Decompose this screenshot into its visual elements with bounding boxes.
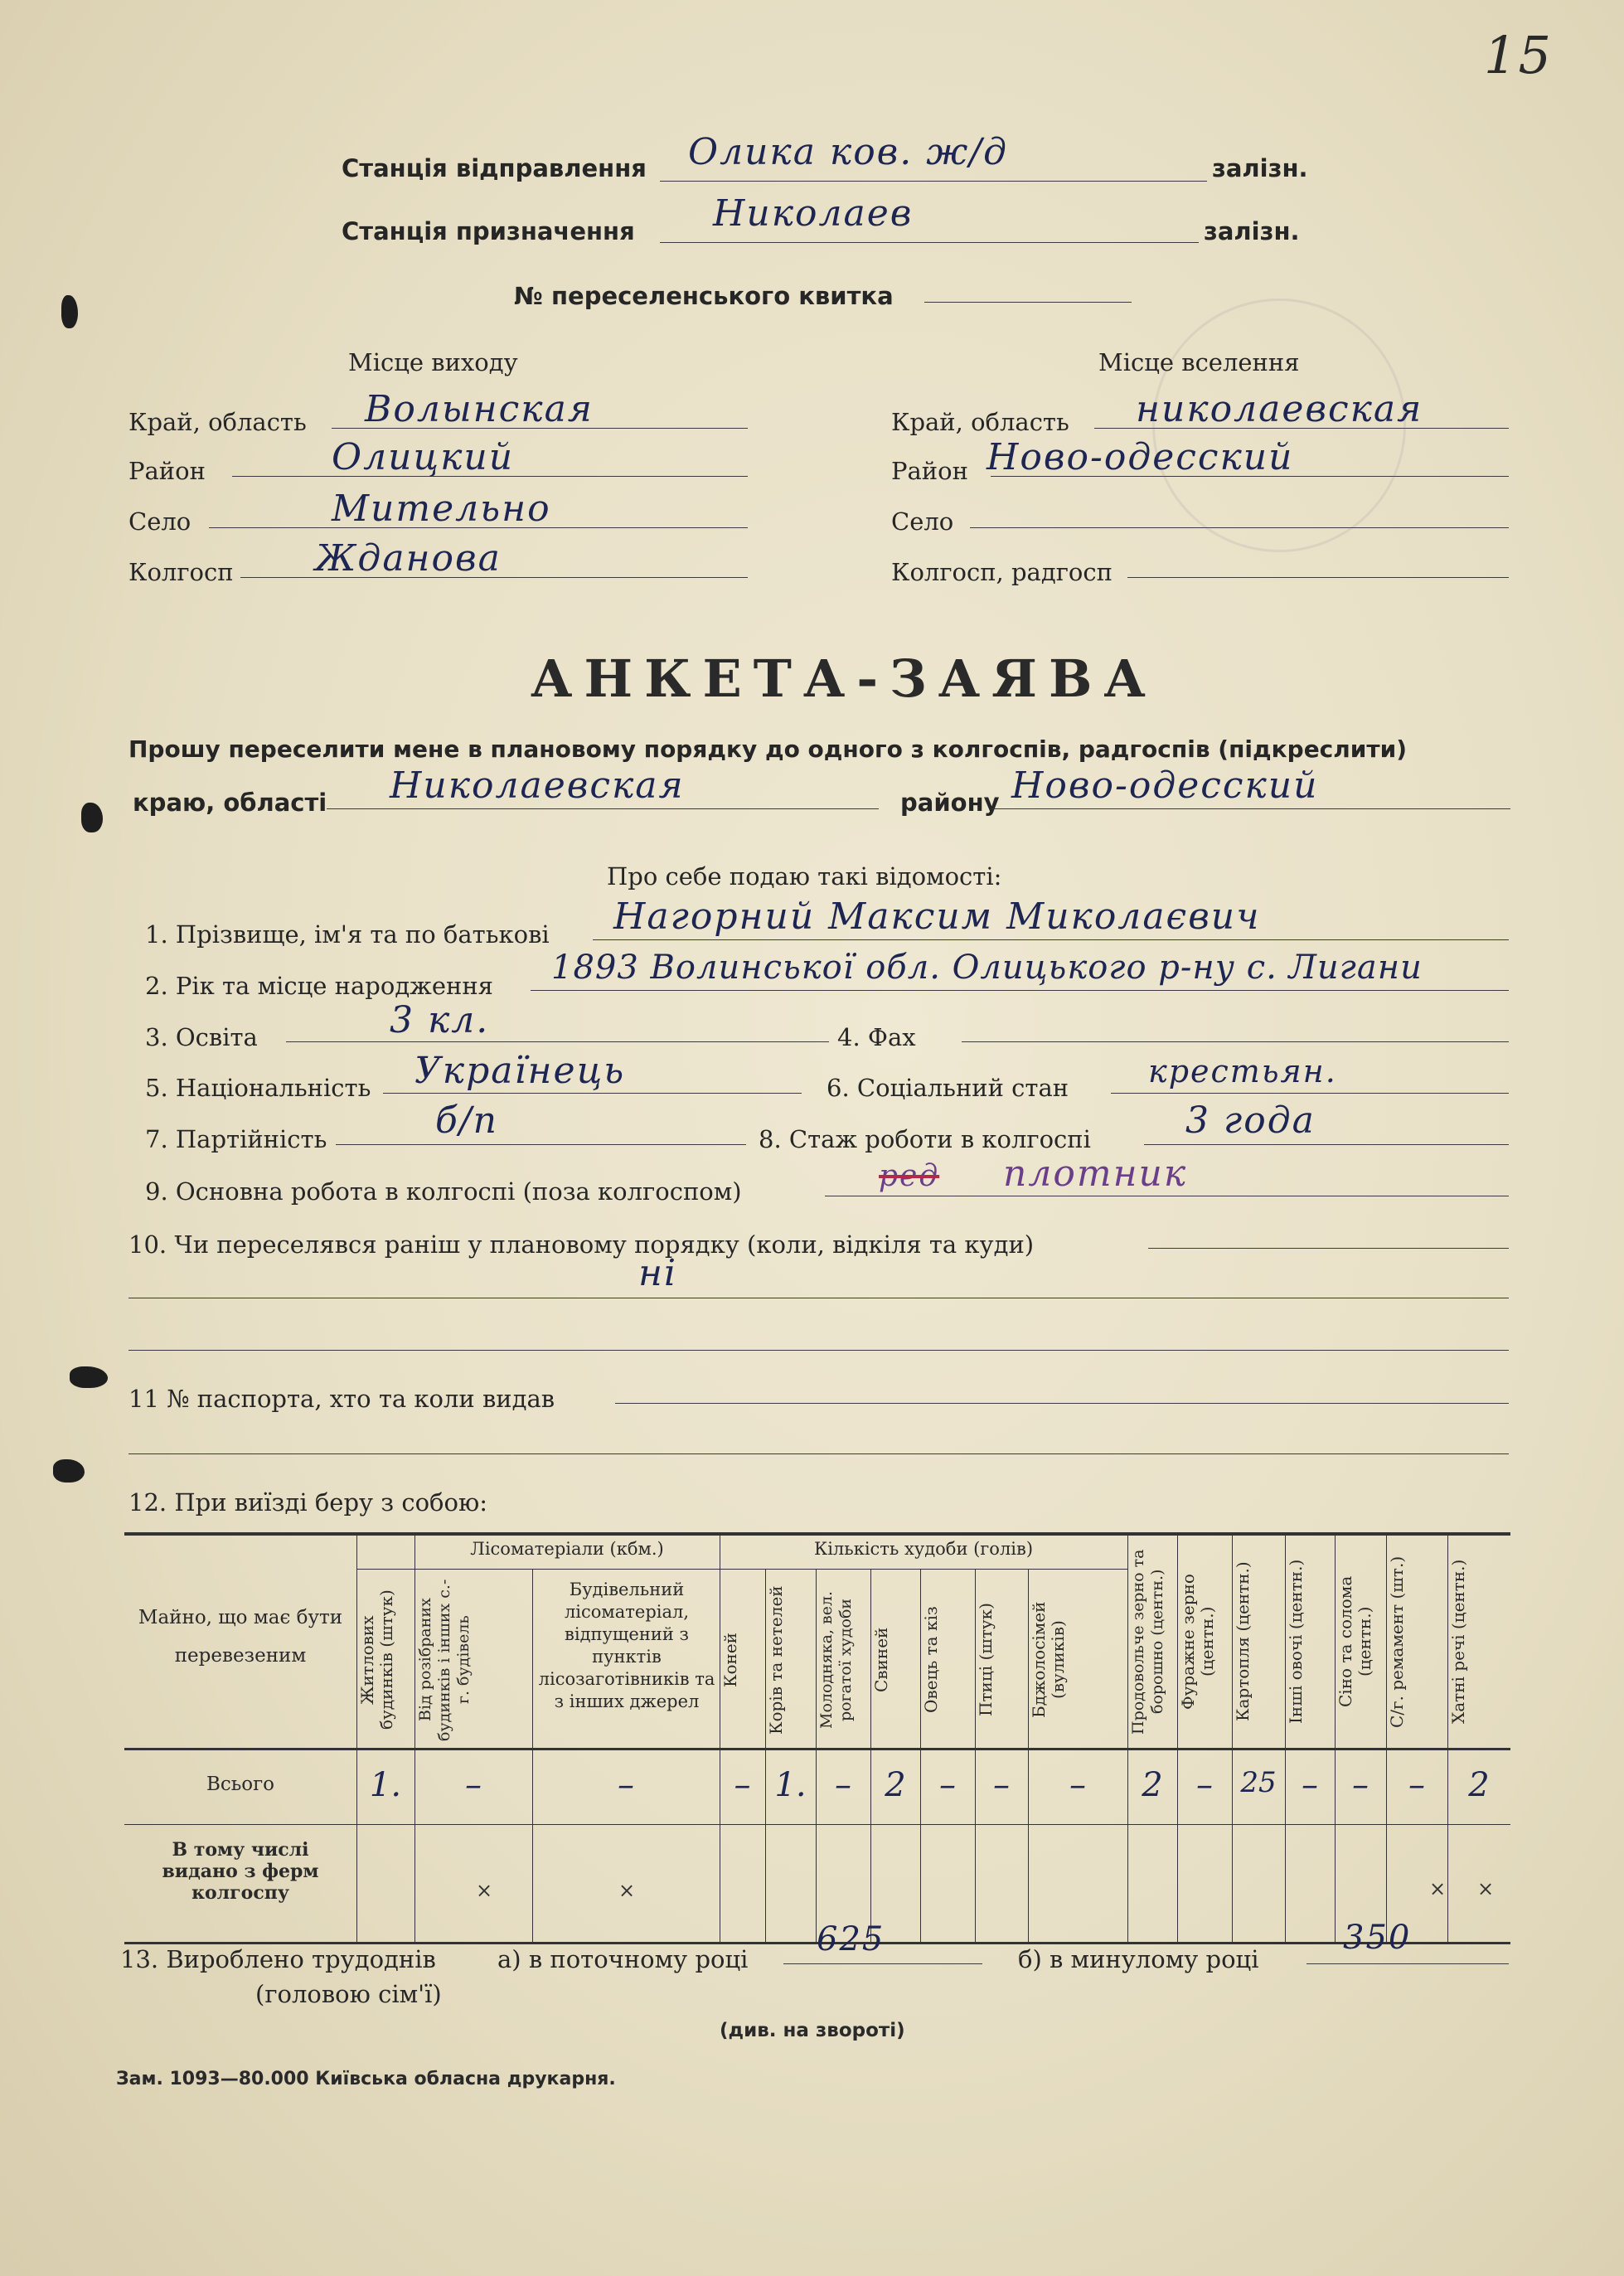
ticket-label: № переселенського квитка xyxy=(514,282,894,310)
departure-station-value: Олика ков. ж/д xyxy=(688,131,1008,173)
origin-kolkhoz-value: Жданова xyxy=(315,537,502,580)
vrule xyxy=(414,1532,415,1942)
total-sheep: – xyxy=(939,1766,956,1804)
field-8-value: 3 года xyxy=(1185,1099,1316,1142)
field-3-value: 3 кл. xyxy=(390,999,490,1041)
field-6-label: 6. Соціальний стан xyxy=(827,1074,1069,1102)
field-10-label: 10. Чи переселявся раніш у плановому порядку (коли, відкіля та куди) xyxy=(128,1230,1035,1259)
livestock-group-rule xyxy=(720,1569,1127,1570)
origin-region-value: Волынская xyxy=(365,388,594,430)
col-young-cattle: Молодняка, вел. рогатої худоби xyxy=(817,1590,855,1730)
destination-heading: Місце вселення xyxy=(1098,348,1300,376)
request-line-1: Прошу переселити мене в плановому порядку до одного з колгоспів, радгоспів (підкреслити) xyxy=(128,735,1408,763)
total-pigs: 2 xyxy=(885,1766,906,1804)
total-horses: – xyxy=(734,1766,751,1804)
page-number: 15 xyxy=(1484,25,1553,85)
col-cows: Корів та нетелей xyxy=(766,1585,786,1735)
col-hay: Сіно та солома (центн.) xyxy=(1336,1575,1374,1708)
destination-rail-suffix: залізн. xyxy=(1204,217,1300,245)
destination-village-label: Село xyxy=(891,507,954,536)
field-11-line-1 xyxy=(615,1403,1509,1404)
field-1-line xyxy=(593,939,1509,940)
col-fodder-grain: Фуражне зерно (центн.) xyxy=(1178,1574,1217,1710)
total-dismantled: – xyxy=(465,1766,482,1804)
row-total-label: Всього xyxy=(206,1774,275,1795)
field-10-line-1 xyxy=(1148,1248,1509,1249)
total-potatoes: 25 xyxy=(1240,1766,1277,1799)
cross-mark: × xyxy=(618,1879,636,1902)
field-8-label: 8. Стаж роботи в колгоспі xyxy=(759,1125,1091,1153)
workdays-current-value: 625 xyxy=(817,1920,885,1958)
field-4-line xyxy=(962,1041,1509,1042)
field-7-label: 7. Партійність xyxy=(145,1125,327,1153)
vrule xyxy=(356,1532,357,1942)
destination-station-label: Станція призначення xyxy=(342,217,635,245)
table-header-rule xyxy=(124,1748,1510,1750)
request-oblast-value: Николаевская xyxy=(390,764,685,807)
origin-district-value: Олицкий xyxy=(332,436,515,478)
origin-village-label: Село xyxy=(128,507,191,536)
request-oblast-line xyxy=(327,808,879,809)
col-building-timber: Будівельний лісоматеріал, відпущений з пунктів лісозаготівників та з інших джерел xyxy=(538,1580,715,1711)
col-potatoes: Картопля (центн.) xyxy=(1233,1561,1253,1722)
destination-region-value: николаевская xyxy=(1136,388,1423,430)
field-4-label: 4. Фах xyxy=(837,1023,916,1051)
col-pigs: Свиней xyxy=(871,1627,891,1693)
total-hay: – xyxy=(1352,1766,1369,1804)
table-total-rule xyxy=(124,1824,1510,1825)
total-young-cattle: – xyxy=(835,1766,851,1804)
binding-mark xyxy=(81,803,103,832)
field-7-value: б/п xyxy=(435,1099,499,1142)
field-9-struck-text: ред xyxy=(879,1159,940,1193)
table-top-rule xyxy=(124,1532,1510,1536)
see-reverse-note: (див. на звороті) xyxy=(720,2020,905,2041)
departure-station-label: Станція відправлення xyxy=(342,154,647,182)
origin-region-label: Край, область xyxy=(128,408,307,436)
request-oblast-label: краю, області xyxy=(133,789,327,817)
workdays-sub-label: (головою сім'ї) xyxy=(255,1980,442,2008)
col-dismantled: Від розібраних будинків і інших с.-г. будівель xyxy=(416,1579,473,1741)
field-5-label: 5. Національність xyxy=(145,1074,371,1102)
field-8-line xyxy=(1144,1144,1509,1145)
request-district-line xyxy=(991,808,1510,809)
binding-mark xyxy=(61,295,78,328)
workdays-previous-label: б) в минулому році xyxy=(1018,1945,1259,1973)
ticket-line xyxy=(924,302,1132,303)
row-header: Майно, що має бути перевезеним xyxy=(138,1607,343,1667)
destination-kolkhoz-line xyxy=(1127,577,1509,578)
origin-district-label: Район xyxy=(128,457,206,485)
faint-stamp xyxy=(1152,298,1406,552)
departure-rail-suffix: залізн. xyxy=(1212,154,1308,182)
vrule xyxy=(816,1569,817,1942)
total-building-timber: – xyxy=(618,1766,634,1804)
col-tools: С/г. ремамент (шт.) xyxy=(1387,1555,1407,1728)
field-11-line-2 xyxy=(128,1453,1509,1454)
field-6-line xyxy=(1111,1093,1509,1094)
request-district-value: Ново-одесский xyxy=(1011,764,1319,807)
field-2-line xyxy=(531,990,1509,991)
col-household: Хатні речі (центн.) xyxy=(1448,1559,1468,1725)
row-from-farms-label: В тому числі видано з ферм колгоспу xyxy=(162,1839,319,1904)
field-12-label: 12. При виїзді беру з собою: xyxy=(128,1488,487,1517)
intro-text: Про себе подаю такі відомості: xyxy=(607,862,1002,891)
destination-station-value: Николаев xyxy=(713,192,914,235)
origin-village-value: Мительно xyxy=(332,488,551,530)
vrule xyxy=(870,1569,871,1942)
destination-district-value: Ново-одесский xyxy=(987,436,1294,478)
field-3-line xyxy=(286,1041,829,1042)
field-5-line xyxy=(383,1093,802,1094)
field-3-label: 3. Освіта xyxy=(145,1023,258,1051)
col-dwellings: Житлових будинків (штук) xyxy=(357,1589,396,1730)
total-household: 2 xyxy=(1468,1766,1490,1804)
origin-kolkhoz-label: Колгосп xyxy=(128,558,234,586)
total-cows: 1. xyxy=(774,1766,807,1804)
origin-heading: Місце виходу xyxy=(348,348,518,376)
group-livestock: Кількість худоби (голів) xyxy=(813,1539,1034,1559)
destination-district-label: Район xyxy=(891,457,968,485)
total-tools: – xyxy=(1408,1766,1425,1804)
field-6-value: крестьян. xyxy=(1148,1053,1337,1089)
col-vegetables: Інші овочі (центн.) xyxy=(1286,1559,1306,1725)
field-9-value: плотник xyxy=(1003,1153,1188,1195)
workdays-label: 13. Вироблено трудоднів xyxy=(120,1945,436,1973)
total-fodder-grain: – xyxy=(1196,1766,1213,1804)
total-dwellings: 1. xyxy=(369,1766,402,1804)
total-food-grain: 2 xyxy=(1142,1766,1163,1804)
field-1-label: 1. Прізвище, ім'я та по батькові xyxy=(145,920,550,949)
col-food-grain: Продовольче зерно та борошно (центн.) xyxy=(1129,1549,1166,1735)
cross-mark: × xyxy=(1429,1877,1447,1900)
binding-mark xyxy=(53,1459,85,1483)
binding-mark xyxy=(70,1366,108,1388)
field-10-value: ні xyxy=(638,1252,678,1294)
workdays-previous-value: 350 xyxy=(1343,1919,1412,1957)
cross-mark: × xyxy=(476,1879,493,1902)
cross-mark: × xyxy=(1477,1877,1495,1900)
col-bees: Бджолосімей (вуликів) xyxy=(1029,1601,1068,1719)
vrule xyxy=(532,1569,533,1942)
field-9-label: 9. Основна робота в колгоспі (поза колгоспом) xyxy=(145,1177,742,1206)
destination-station-line xyxy=(660,242,1199,243)
workdays-current-line xyxy=(783,1963,982,1964)
total-bees: – xyxy=(1069,1766,1086,1804)
field-11-label: 11 № паспорта, хто та коли видав xyxy=(128,1385,555,1413)
field-7-line xyxy=(336,1144,746,1145)
field-2-label: 2. Рік та місце народження xyxy=(145,972,493,1000)
total-poultry: – xyxy=(993,1766,1010,1804)
printer-imprint: Зам. 1093—80.000 Київська обласна друкарня. xyxy=(116,2069,616,2089)
col-horses: Коней xyxy=(720,1633,740,1688)
form-title: АНКЕТА-ЗАЯВА xyxy=(531,648,1157,709)
field-10-line-3 xyxy=(128,1350,1509,1351)
destination-region-label: Край, область xyxy=(891,408,1069,436)
property-table xyxy=(124,1532,1510,1942)
field-5-value: Українець xyxy=(414,1050,626,1092)
workdays-current-label: а) в поточному році xyxy=(497,1945,749,1973)
field-2-value: 1893 Волинської обл. Олицького р-ну с. Лигани xyxy=(551,949,1423,987)
col-poultry: Птиці (штук) xyxy=(976,1603,996,1717)
vrule xyxy=(1127,1532,1128,1942)
destination-kolkhoz-label: Колгосп, радгосп xyxy=(891,558,1113,586)
total-vegetables: – xyxy=(1302,1766,1318,1804)
field-1-value: Нагорний Максим Миколаєвич xyxy=(613,895,1261,938)
request-district-label: району xyxy=(900,789,1000,817)
workdays-previous-line xyxy=(1306,1963,1509,1964)
departure-station-line xyxy=(660,181,1207,182)
group-timber: Лісоматеріали (кбм.) xyxy=(470,1539,664,1559)
col-sheep: Овець та кіз xyxy=(921,1606,941,1714)
